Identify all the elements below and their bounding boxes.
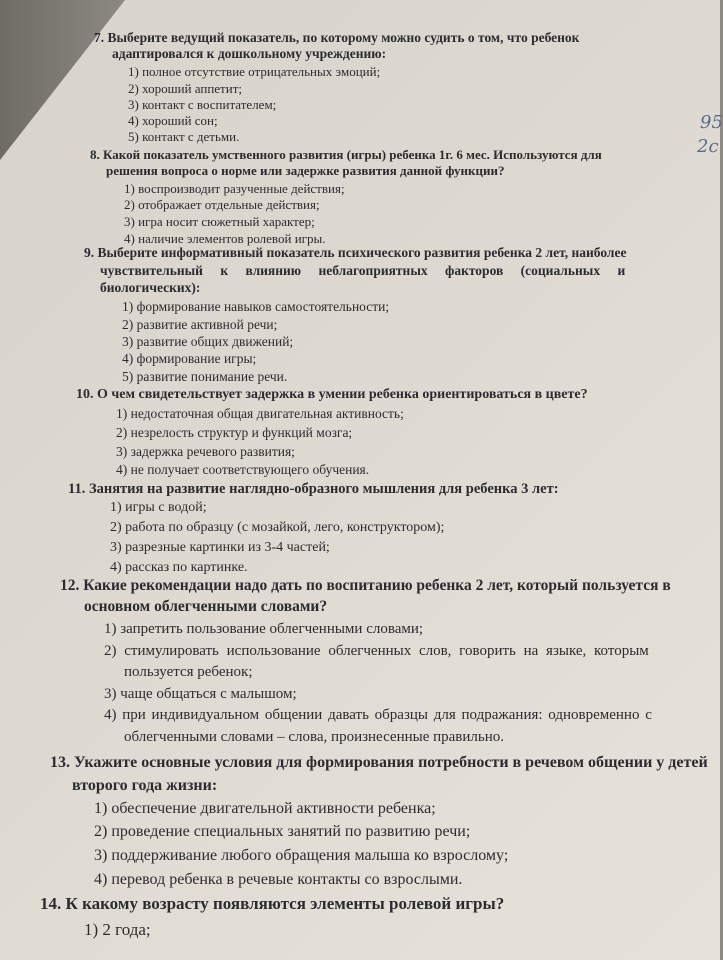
option-9-3: 3) развитие общих движений; xyxy=(122,334,294,349)
question-11-line-1: 11. Занятия на развитие наглядно-образного мышления для ребенка 3 лет: xyxy=(68,481,559,497)
option-7-4: 4) хороший сон; xyxy=(128,113,218,128)
question-10-line-1: 10. О чем свидетельствует задержка в умении ребенка ориентироваться в цвете? xyxy=(76,387,588,402)
option-10-4: 4) не получает соответствующего обучения. xyxy=(116,462,370,477)
question-14-line-1: 14. К какому возрасту появляются элементы ролевой игры? xyxy=(40,894,505,913)
question-12-line-2: основном облегченными словами? xyxy=(84,598,328,615)
question-9-line-1: 9. Выберите информативный показатель психического развития ребенка 2 лет, наиболее xyxy=(84,245,627,260)
question-9-line-2: чувствительный к влиянию неблагоприятных факторов (социальных и xyxy=(100,263,626,278)
option-11-3: 3) разрезные картинки из 3-4 частей; xyxy=(110,540,330,555)
option-10-3: 3) задержка речевого развития; xyxy=(116,444,295,459)
question-13-line-1: 13. Укажите основные условия для формирования потребности в речевом общении у детей xyxy=(50,754,708,771)
question-7-line-1: 7. Выберите ведущий показатель, по которому можно судить о том, что ребенок xyxy=(94,30,580,45)
option-13-2: 2) проведение специальных занятий по развитию речи; xyxy=(94,823,471,840)
option-12-4: 4) при индивидуальном общении давать образцы для подражания: одновременно с xyxy=(104,707,652,723)
question-9-line-3: биологических): xyxy=(100,280,201,295)
option-7-2: 2) хороший аппетит; xyxy=(128,81,242,96)
option-12-2-cont: пользуется ребенок; xyxy=(124,664,253,680)
option-9-4: 4) формирование игры; xyxy=(122,351,257,366)
option-12-4-cont: облегченными словами – слова, произнесенные правильно. xyxy=(124,729,505,745)
option-9-2: 2) развитие активной речи; xyxy=(122,317,278,332)
option-8-3: 3) игра носит сюжетный характер; xyxy=(124,214,315,229)
option-11-1: 1) игры с водой; xyxy=(110,500,207,515)
option-8-2: 2) отображает отдельные действия; xyxy=(124,197,320,212)
option-8-1: 1) воспроизводит разученные действия; xyxy=(124,181,345,196)
option-13-1: 1) обеспечение двигательной активности ребенка; xyxy=(94,800,436,817)
question-8-line-2: решения вопроса о норме или задержке развития данной функции? xyxy=(106,163,505,178)
option-7-3: 3) контакт с воспитателем; xyxy=(128,97,277,112)
option-7-5: 5) контакт с детьми. xyxy=(128,129,240,144)
option-11-2: 2) работа по образцу (с мозайкой, лего, конструктором); xyxy=(110,520,445,535)
question-8-line-1: 8. Какой показатель умственного развития (игры) ребенка 1г. 6 мес. Используются для xyxy=(90,147,602,162)
option-11-4: 4) рассказ по картинке. xyxy=(110,560,248,575)
option-12-2: 2) стимулировать использование облегченных слов, говорить на языке, которым xyxy=(104,643,649,659)
option-12-1: 1) запретить пользование облегченными словами; xyxy=(104,621,424,637)
option-14-1: 1) 2 года; xyxy=(84,920,151,939)
question-13-line-2: второго года жизни: xyxy=(72,777,218,794)
option-7-1: 1) полное отсутствие отрицательных эмоций; xyxy=(128,64,381,79)
option-13-4: 4) перевод ребенка в речевые контакты со взрослыми. xyxy=(94,871,463,888)
option-9-5: 5) развитие понимание речи. xyxy=(122,369,288,384)
option-10-1: 1) недостаточная общая двигательная активность; xyxy=(116,406,404,421)
option-13-3: 3) поддерживание любого обращения малыша ко взрослому; xyxy=(94,847,509,864)
option-8-4: 4) наличие элементов ролевой игры. xyxy=(124,231,326,246)
question-12-line-1: 12. Какие рекомендации надо дать по воспитанию ребенка 2 лет, который пользуется в xyxy=(60,577,671,594)
option-10-2: 2) незрелость структур и функций мозга; xyxy=(116,425,353,440)
option-9-1: 1) формирование навыков самостоятельности; xyxy=(122,299,390,314)
option-12-3: 3) чаще общаться с малышом; xyxy=(104,686,297,702)
handwritten-note-2: 2c xyxy=(697,136,719,157)
question-7-line-2: адаптировался к дошкольному учреждению: xyxy=(112,46,387,61)
handwritten-note-1: 95 xyxy=(700,112,723,133)
